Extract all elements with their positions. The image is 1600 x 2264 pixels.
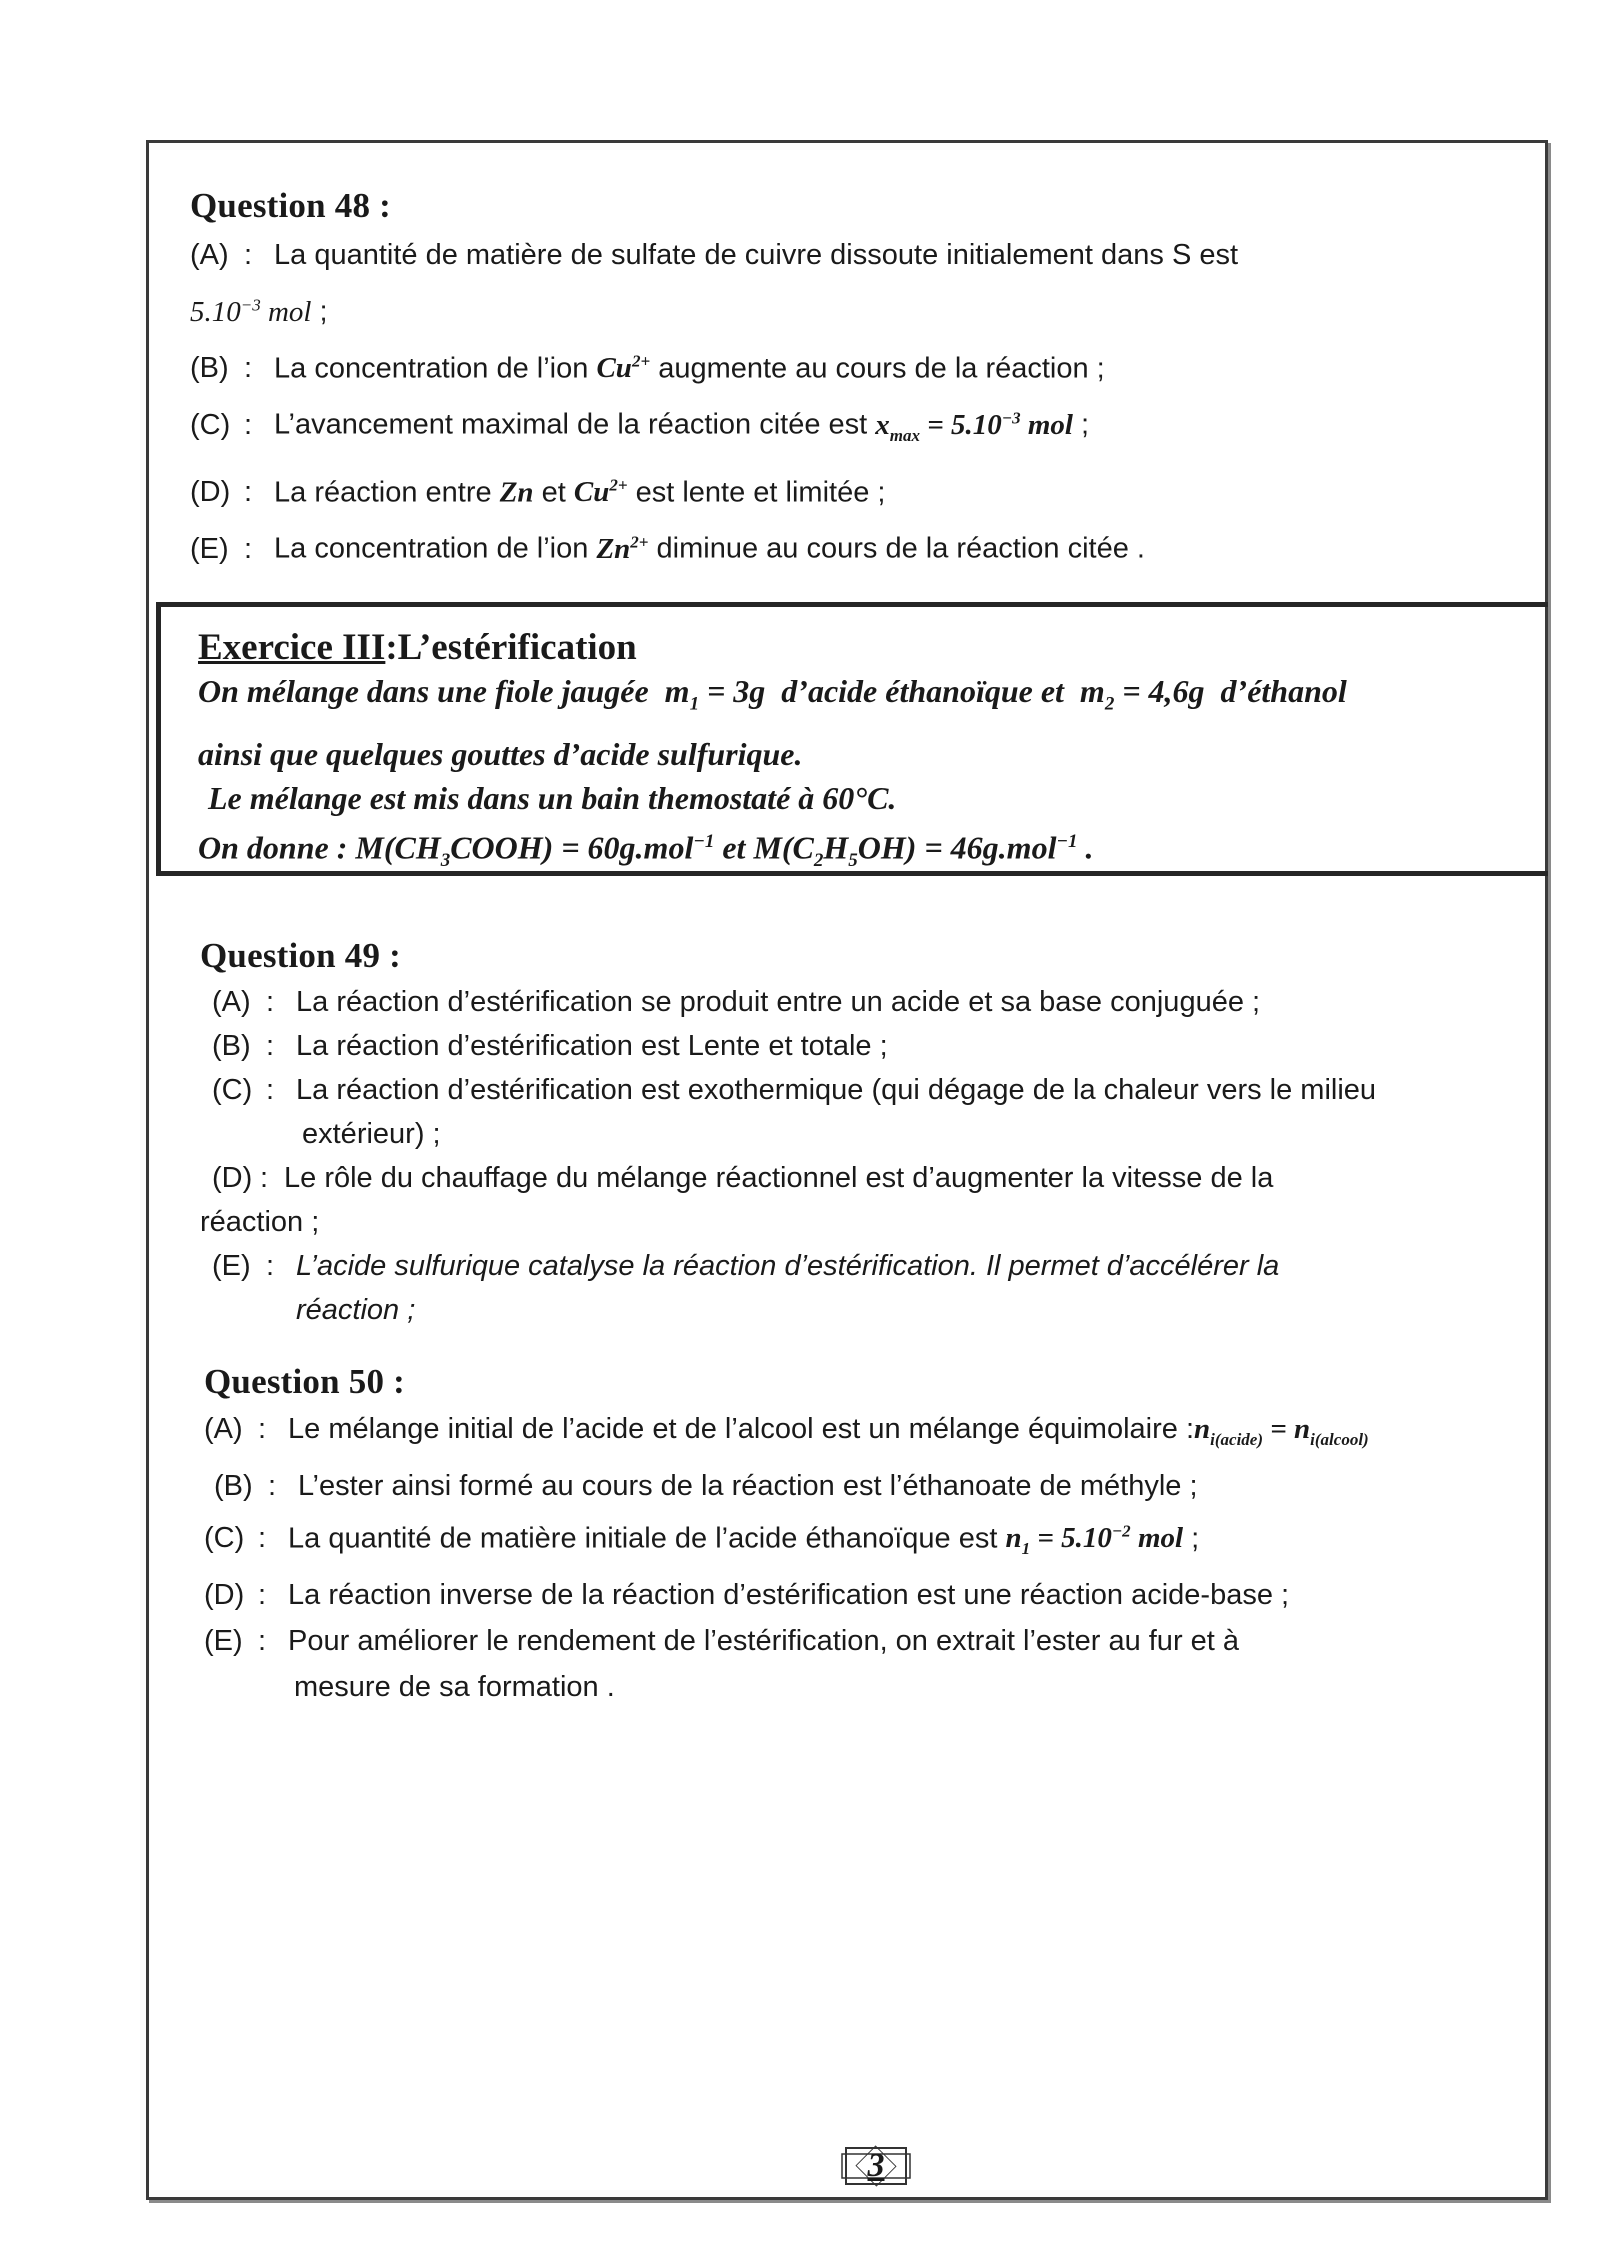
question-50: [204, 1362, 1520, 1710]
option-c: (C) : La quantité de matière initiale de l’acide éthanoïque est $n_1 = 5.10^{-2}$ mol ;: [204, 1521, 1200, 1559]
exercise-title: Exercice III:L’estérification: [198, 627, 637, 668]
exercise-line-4: On donne : $M(CH_3COOH) = 60g.mol^{-1}$ et $M(C_2H_5OH) = 46g.mol^{-1}$ .: [198, 830, 1094, 872]
option-a: (A) : La quantité de matière de sulfate de cuivre dissoute initialement dans S est: [190, 239, 1239, 271]
option-a: (A) : La réaction d’estérification se produit entre un acide et sa base conjuguée ;: [212, 986, 1261, 1018]
exercise-iii: [198, 626, 1520, 883]
option-d: (D) : La réaction inverse de la réaction d’estérification est une réaction acide-base ;: [204, 1579, 1290, 1612]
option-b: (B) : La réaction d’estérification est Lente et totale ;: [212, 1030, 888, 1062]
option-a: (A) : Le mélange initial de l’acide et de l’alcool est un mélange équimolaire $:n_{i(acide)} = n_{i(alcool)}$: [204, 1413, 1369, 1449]
option-e-continued: réaction ;: [296, 1294, 416, 1326]
option-e-continued: mesure de sa formation .: [294, 1671, 615, 1704]
exercise-line-1: On mélange dans une fiole jaugée $m_1 = 3g$ d’acide éthanoïque et $m_2 = 4,6g$ d’éthanol: [198, 673, 1347, 715]
option-c: (C) : L’avancement maximal de la réaction citée est $x_{max} = 5.10^{-3}$ mol ;: [190, 408, 1090, 445]
question-49: [200, 936, 1520, 1332]
option-e: (E) : L’acide sulfurique catalyse la réaction d’estérification. Il permet d’accélérer la: [212, 1250, 1280, 1282]
option-a-continued: $5.10^{-3}$ mol ;: [190, 295, 328, 328]
option-e: (E) : La concentration de l’ion $Zn^{2+}$ diminue au cours de la réaction citée .: [190, 532, 1145, 566]
exercise-line-2: ainsi que quelques gouttes d’acide sulfurique.: [198, 736, 803, 773]
option-c: (C) : La réaction d’estérification est exothermique (qui dégage de la chaleur vers le milieu: [212, 1074, 1377, 1106]
option-b: (B) : L’ester ainsi formé au cours de la réaction est l’éthanoate de méthyle ;: [214, 1469, 1198, 1502]
page-number: 3: [838, 2140, 914, 2192]
question-48: [190, 186, 1520, 574]
option-e: (E) : Pour améliorer le rendement de l’estérification, on extrait l’ester au fur et à: [204, 1625, 1240, 1658]
option-d-continued: réaction ;: [200, 1206, 320, 1238]
option-c-continued: extérieur) ;: [302, 1118, 441, 1150]
question-title: Question 48 :: [190, 186, 391, 225]
question-title: Question 49 :: [200, 936, 401, 975]
option-b: (B) : La concentration de l’ion $Cu^{2+}$ augmente au cours de la réaction ;: [190, 351, 1105, 385]
exercise-line-3: Le mélange est mis dans un bain themostaté à 60°C.: [208, 780, 897, 817]
option-d: (D) : Le rôle du chauffage du mélange réactionnel est d’augmenter la vitesse de la: [212, 1162, 1274, 1194]
question-title: Question 50 :: [204, 1362, 405, 1401]
option-d: (D) : La réaction entre Zn et $Cu^{2+}$ est lente et limitée ;: [190, 475, 886, 509]
